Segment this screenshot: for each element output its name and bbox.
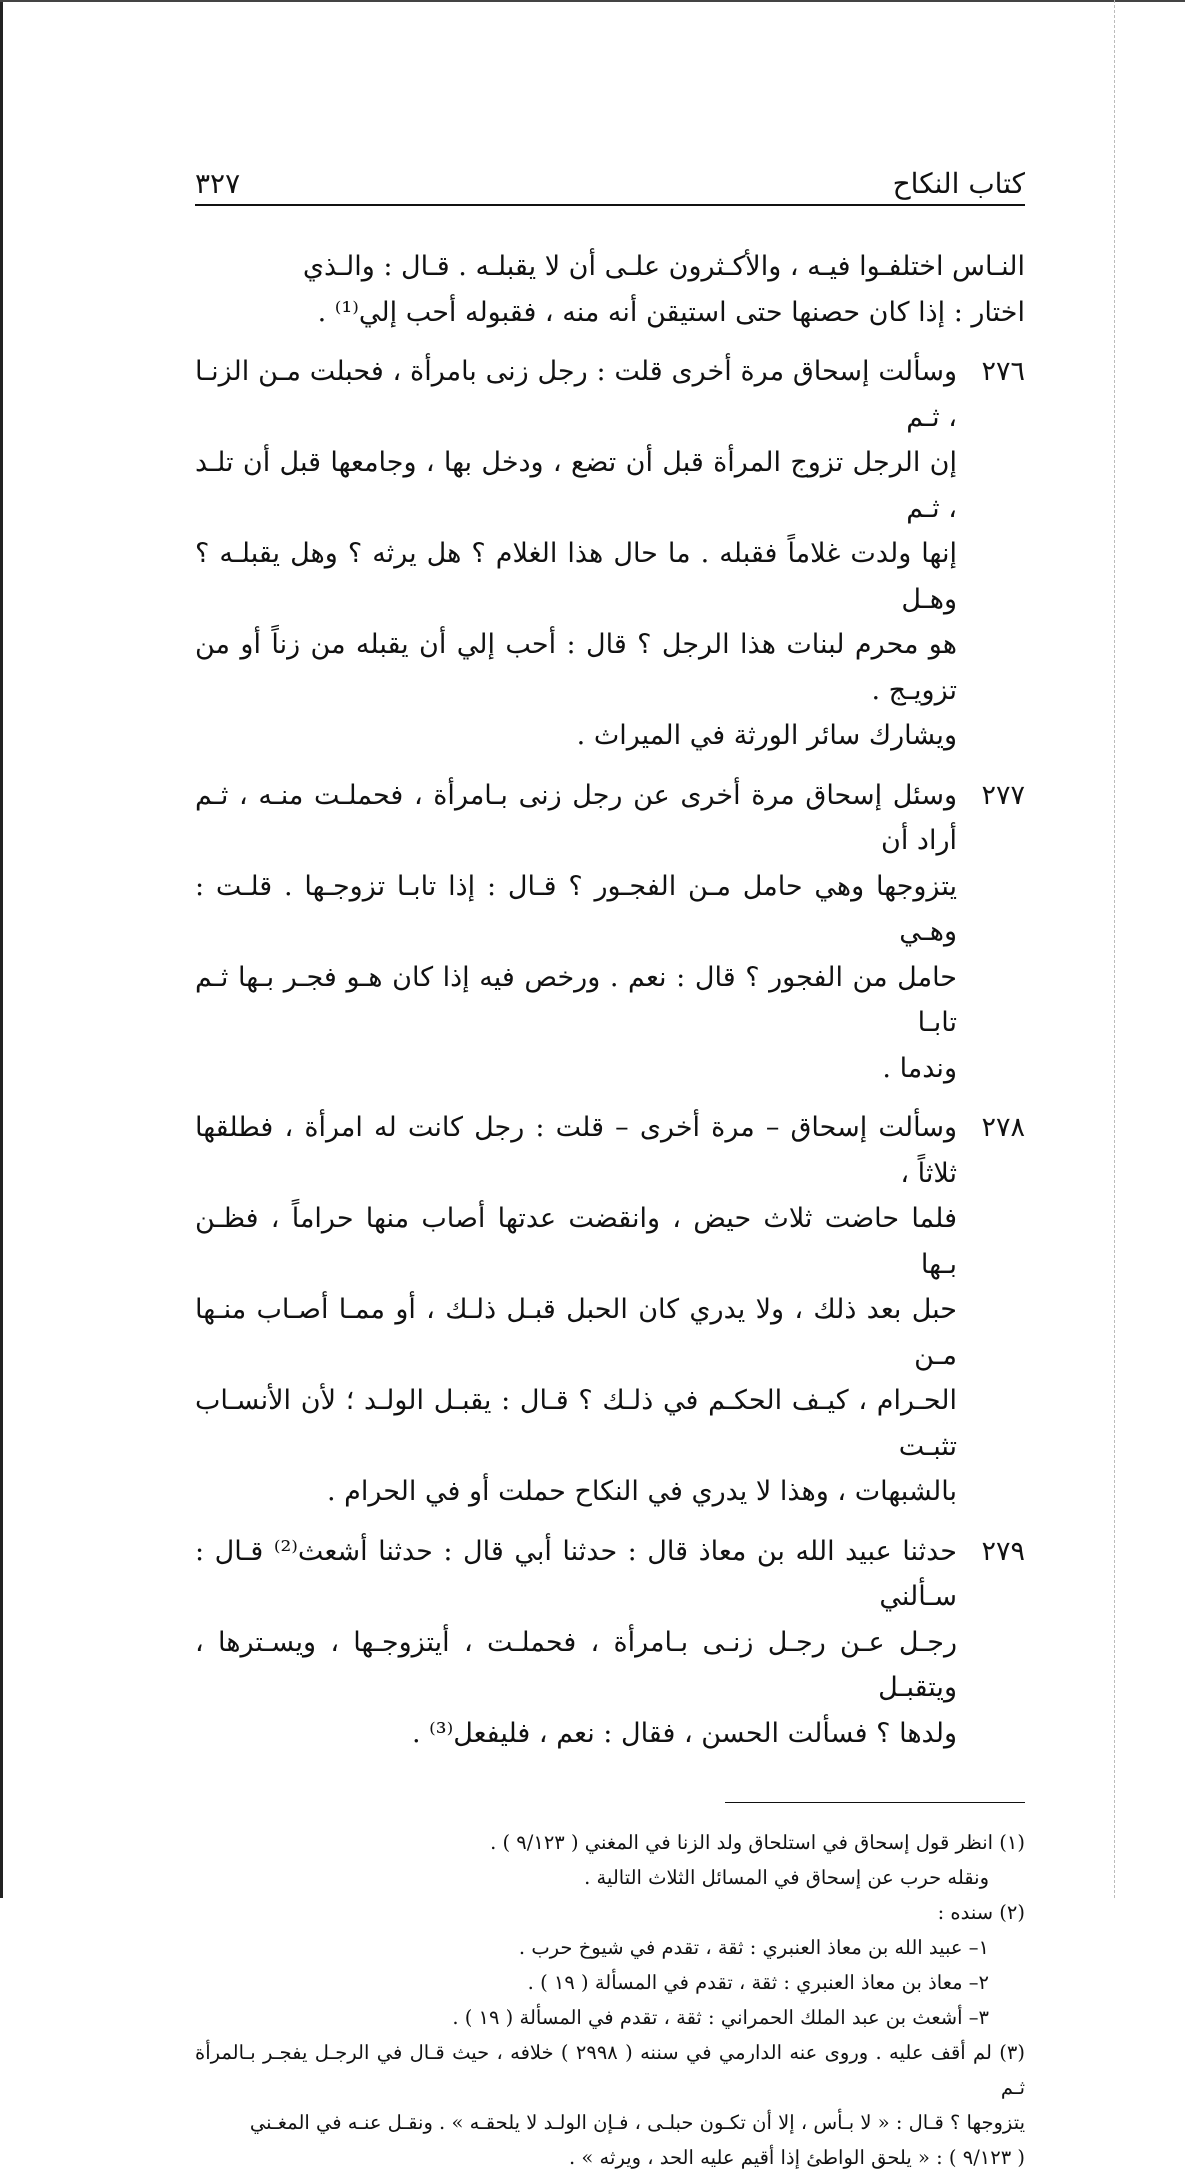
text-line: إن الرجل تزوج المرأة قبل أن تضع ، ودخل بها ، وجامعها قبل أن تلـد ، ثـم (195, 447, 957, 524)
text-line: إنها ولدت غلاماً فقبله . ما حال هذا الغلام ؟ هل يرثه ؟ وهل يقبلـه ؟ وهـل (195, 538, 957, 615)
book-section-title: كتاب النكاح (892, 167, 1025, 200)
text-line: النـاس اختلفـوا فيـه ، والأكـثرون علـى أن لا يقبلـه . قـال : والـذي (302, 251, 1025, 282)
running-head (195, 160, 1025, 206)
scan-edge-top (0, 0, 1185, 2)
footnote-line: ٢– معاذ بن معاذ العنبري : ثقة ، تقدم في المسألة ( ١٩ ) . (527, 1971, 989, 1994)
numbered-entry (195, 1105, 1025, 1515)
footnote-line: (٣) لم أقف عليه . وروى عنه الدارمي في سننه ( ٢٩٩٨ ) خلافه ، حيث قـال في الرجـل يفجـر بـالمرأة ثـم (195, 2041, 1026, 2099)
text-line: حبل بعد ذلك ، ولا يدري كان الحبل قبـل ذلـك ، أو ممـا أصـاب منـها مـن (195, 1294, 957, 1371)
page-number: ٣٢٧ (195, 167, 241, 200)
text-line: وسألت إسحاق – مرة أخرى – قلت : رجل كانت له امرأة ، فطلقها ثلاثاً ، (195, 1112, 957, 1189)
text-line: وسئل إسحاق مرة أخرى عن رجل زنى بـامرأة ، فحملـت منـه ، ثـم أراد أن (195, 779, 957, 856)
numbered-entry (195, 773, 1025, 1092)
opening-paragraph (195, 244, 1025, 335)
text-line: فلما حاضت ثلاث حيض ، وانقضت عدتها أصاب منها حراماً ، فظـن بـها (195, 1203, 957, 1280)
footnote-line: ٣– أشعث بن عبد الملك الحمراني : ثقة ، تقدم في المسألة ( ١٩ ) . (452, 2006, 989, 2029)
footnote-separator (725, 1802, 1025, 1803)
text-line: حامل من الفجور ؟ قال : نعم . ورخص فيه إذا كان هـو فجـر بـها ثـم تابـا (195, 961, 957, 1038)
entry-number: ٢٧٦ (981, 356, 1025, 387)
text-line: اختار : إذا كان حصنها حتى استيقن أنه منه ، فقبوله أحب إلي⁽¹⁾ . (317, 296, 1025, 328)
text-line: يتزوجها وهي حامل مـن الفجـور ؟ قـال : إذا تابـا تزوجـها . قلـت : وهـي (195, 870, 957, 947)
footnotes (195, 1825, 1025, 2175)
text-line: هو محرم لبنات هذا الرجل ؟ قال : أحب إلي أن يقبله من زناً أو من تزويـج . (195, 629, 957, 706)
footnote-line: ( ٩/١٢٣ ) : « يلحق الواطئ إذا أقيم عليه الحد ، ويرثه » . (569, 2146, 1025, 2169)
text-line: وندما . (882, 1052, 957, 1084)
entry-text (195, 349, 957, 759)
text-line: وسألت إسحاق مرة أخرى قلت : رجل زنى بامرأة ، فحبلت مـن الزنـا ، ثـم (195, 356, 957, 433)
footnote-line: (٢) سنده : (937, 1901, 1025, 1924)
footnote-line: يتزوجها ؟ قـال : « لا بـأس ، إلا أن تكـون حبلـى ، فـإن الولـد لا يلحقـه » . ونقـل عنـه في المغـني (249, 2111, 1025, 2134)
text-line: ويشارك سائر الورثة في الميراث . (576, 720, 957, 751)
numbered-entry (195, 1529, 1025, 1757)
entry-text (195, 773, 957, 1092)
footnote-line: ١– عبيد الله بن معاذ العنبري : ثقة ، تقدم في شيوخ حرب . (518, 1936, 989, 1959)
numbered-entries (195, 349, 1025, 1756)
scan-edge-left (0, 0, 3, 1898)
page-body (195, 244, 1025, 2175)
text-line: رجـل عـن رجـل زنـى بـامرأة ، فحملـت ، أيتزوجـها ، ويسـترها ، ويتقبـل (195, 1626, 957, 1703)
entry-number: ٢٧٩ (981, 1535, 1025, 1567)
entry-number: ٢٧٧ (981, 779, 1025, 811)
entry-number: ٢٧٨ (981, 1112, 1025, 1143)
entry-text (195, 1105, 957, 1515)
numbered-entry (195, 349, 1025, 759)
text-line: حدثنا عبيد الله بن معاذ قال : حدثنا أبي قال : حدثنا أشعث⁽²⁾ قـال : سـألني (195, 1535, 957, 1612)
text-line: الحـرام ، كيـف الحكـم في ذلـك ؟ قـال : يقبـل الولـد ؛ لأن الأنسـاب تثبـت (195, 1385, 957, 1462)
footnote-line: (١) انظر قول إسحاق في استلحاق ولد الزنا في المغني ( ٩/١٢٣ ) . (490, 1831, 1025, 1854)
text-line: بالشبهات ، وهذا لا يدري في النكاح حملت أو في الحرام . (326, 1476, 957, 1507)
footnote-line: ونقله حرب عن إسحاق في المسائل الثلاث التالية . (584, 1866, 989, 1889)
book-page (195, 160, 1025, 2175)
entry-text (195, 1529, 957, 1757)
text-line: ولدها ؟ فسألت الحسن ، فقال : نعم ، فليفعل⁽³⁾ . (411, 1717, 957, 1749)
scan-dotted-edge-right (1114, 0, 1115, 1898)
